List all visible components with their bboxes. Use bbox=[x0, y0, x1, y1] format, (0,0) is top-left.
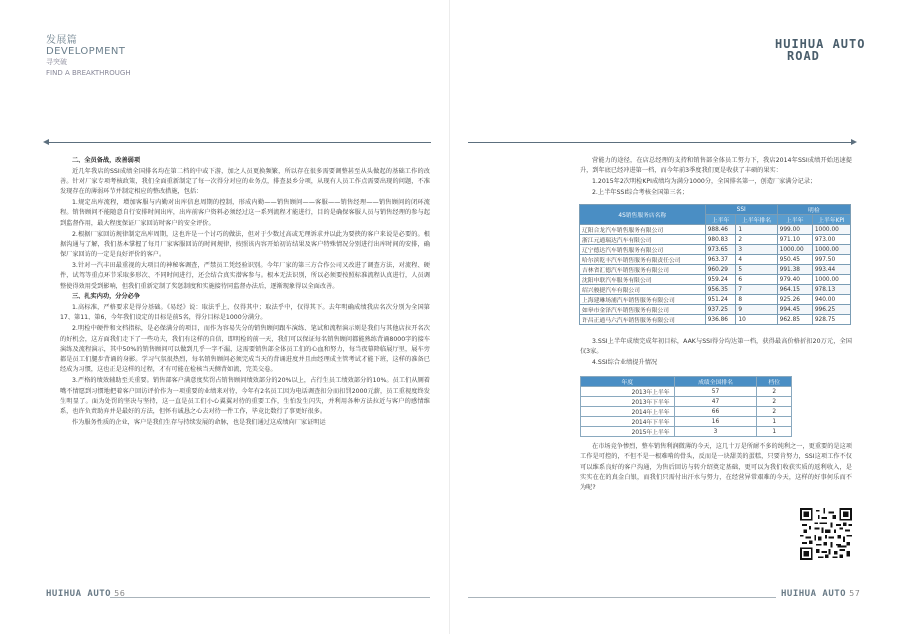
table-cell-ssi: 956.35 bbox=[705, 285, 736, 295]
left-divider bbox=[46, 142, 431, 143]
page-number-left: 56 bbox=[114, 589, 126, 598]
table-row bbox=[580, 235, 851, 245]
left-footer bbox=[46, 589, 125, 599]
table-cell-kpi: 1000.00 bbox=[812, 225, 850, 235]
body-paragraph: 1.高标准，严格要求是得分基础。《易经》说：取法乎上，仅得其中；取法乎中，仅得其下。去年明确成绩我店名次分别为全国第17、第11、第6，今年我们设定的目标是前5名，得分目标是1000分满分。 bbox=[60, 304, 430, 322]
table-cell-mj: 964.15 bbox=[777, 285, 812, 295]
section-heading: 二、全员备战，改善弱项 bbox=[72, 157, 141, 164]
table-cell-kpi: 997.50 bbox=[812, 255, 850, 265]
section-title-en: DEVELOPMENT bbox=[46, 45, 126, 57]
table-cell-mj: 1000.00 bbox=[777, 245, 812, 255]
brand-logo bbox=[775, 38, 865, 62]
table-cell-rank: 2 bbox=[736, 235, 777, 245]
table-cell-year: 2013年上半年 bbox=[581, 387, 675, 397]
table-cell-rank: 3 bbox=[674, 427, 757, 437]
table-cell-ssi: 980.83 bbox=[705, 235, 736, 245]
body-paragraph: 4.SSI综合业绩提升情况 bbox=[592, 359, 658, 367]
footer-brand: HUIHUA AUTO bbox=[46, 589, 112, 599]
footer-brand: HUIHUA AUTO bbox=[781, 589, 847, 599]
table-cell-rank: 10 bbox=[736, 315, 777, 325]
table-cell-ssi: 959.24 bbox=[705, 275, 736, 285]
table-row bbox=[581, 387, 792, 397]
table-header-ssi: SSI bbox=[705, 205, 777, 215]
right-closing-text bbox=[580, 442, 852, 494]
qr-code-icon bbox=[800, 508, 852, 560]
right-footer-line bbox=[468, 597, 776, 598]
table-subheader: 上半年 bbox=[777, 215, 812, 225]
table-row bbox=[580, 275, 851, 285]
table-cell-name: 哈尔滨乾丰汽车销售服务有限责任公司 bbox=[580, 255, 706, 265]
table-cell-kpi: 996.25 bbox=[812, 305, 850, 315]
table-cell-rank: 66 bbox=[674, 407, 757, 417]
closing-paragraph: 在市场竞争惨烈，整车销售利润微薄的今天，这几十万是所耐不多的纯利之一，更重要的是这项工作是可控的，不但不是一根难啃的骨头，反而是一块甜美的蛋糕，只要肯努力，SSI这项工作不仅可以维系良好的客户沟通，为售后回访与转介绍奠定基础，更可以为我们收获实质的返利收入，是实实在在的真金白银，而我们只需付出汗水与努力，在经营异常艰难的今天，这样的好事何乐而不为呢? bbox=[580, 443, 852, 492]
table-cell-rank: 57 bbox=[674, 387, 757, 397]
table-cell-ssi: 936.86 bbox=[705, 315, 736, 325]
table-cell-name: 辽阳合龙汽车销售服务有限公司 bbox=[580, 225, 706, 235]
table-cell-year: 2014年下半年 bbox=[581, 417, 675, 427]
right-arrow-icon bbox=[851, 139, 857, 145]
table-cell-rank: 6 bbox=[736, 275, 777, 285]
body-paragraph: 作为服务性质的企业，客户是我们生存与持续发展的命脉，也是我们通过这成绩向厂家证明运 bbox=[72, 418, 326, 426]
table-cell-kpi: 978.13 bbox=[812, 285, 850, 295]
body-paragraph: 3.SSI上半年成绩完成年初目标，AAK与SSI得分均达第一档，获得最高价格折扣20万元，全国仅3家。 bbox=[580, 338, 852, 356]
table-cell-ssi: 963.37 bbox=[705, 255, 736, 265]
table-cell-kpi: 928.75 bbox=[812, 315, 850, 325]
section-subtitle-cn: 寻突破 bbox=[46, 58, 67, 66]
table-row bbox=[580, 315, 851, 325]
table-cell-mj: 999.00 bbox=[777, 225, 812, 235]
table-cell-name: 浙江元通瑞达汽车有限公司 bbox=[580, 235, 706, 245]
table-row bbox=[581, 417, 792, 427]
table-cell-tier: 2 bbox=[757, 397, 792, 407]
table-row bbox=[581, 407, 792, 417]
table-cell-kpi: 940.00 bbox=[812, 295, 850, 305]
table-cell-mj: 979.40 bbox=[777, 275, 812, 285]
table-cell-name: 如皋市金泽汽车销售服务有限公司 bbox=[580, 305, 706, 315]
table-cell-tier: 1 bbox=[757, 417, 792, 427]
body-paragraph: 近几年我店的SSI成绩全国排名均在第二档的中或下游，加之人员更换频繁，所以存在很多需要调整甚至从头做起的基础工作的改善。针对厂家专项考核政策，我们全面重新制定了每一次得分对应的业务点，排查县乡分项，从现有人员工作点需要出现的问题，不准发现存在的薄弱环节并制定相应的整改措施，包括： bbox=[60, 167, 430, 196]
table-cell-mj: 991.38 bbox=[777, 265, 812, 275]
table-cell-name: 辽宁德达汽车销售服务有限公司 bbox=[580, 245, 706, 255]
table-row bbox=[580, 245, 851, 255]
body-paragraph: 营能力的途径，在店总经理的支持和销售部全体员工努力下，我店2014年SSI成绩开始迅速提升，到年底已经冲进第一档，而今年前3季度我们更是收获了丰硕的果实： bbox=[580, 157, 852, 175]
table-cell-rank: 8 bbox=[736, 295, 777, 305]
body-paragraph: 3.针对一汽丰田最重视的大项目的神秘客调查，严禁员工凭经验识别。今年厂家的第三方合作公司又改进了调查方法，对流程、硬件，试驾等重点环节采取多形次、不同时间进行，还会结合真实潜客参与。根本无法识别，所以必须要按照标准流程认真进行，人员调整使得效用受到影响，但我们重新定制了奖惩制度和实施接待同监督办法后，逐渐现象得以全面改善。 bbox=[60, 261, 430, 290]
table-cell-tier: 2 bbox=[757, 407, 792, 417]
table-row bbox=[580, 305, 851, 315]
table-subheader: 上半年KPI bbox=[812, 215, 850, 225]
table-cell-ssi: 988.46 bbox=[705, 225, 736, 235]
body-paragraph: 1.2015年2次明检KPI成绩均为满分1000分，全国排名第一，创造厂家满分记录； bbox=[592, 178, 817, 186]
body-paragraph: 2.根据厂家回访规律制定出库周期，这也许是一个讨巧的做法，但对于少数过高或无理诉求并以此为要挟的客户来说是必要的。根据沟通与了解，我们基本掌握了每月厂家客服回访的时间规律，按照该内容开始初访结果及客户特殊情况分别进行出库时间的安排，确保厂家回访的一定是良好评价的客户。 bbox=[60, 230, 430, 259]
table-cell-mj: 925.26 bbox=[777, 295, 812, 305]
table2-header-rank: 成绩全国排名 bbox=[674, 377, 757, 387]
table-cell-rank: 9 bbox=[736, 305, 777, 315]
table-row bbox=[580, 285, 851, 295]
body-paragraph: 2.明检中硬件和文档指标，是必保满分的项目，而作为容易失分的销售顾问跟车演练、笔试和流程演示则是我们与其他店拉开名次的好机会，这方面我们走下了一些功夫，我们有这样的自信，即明检的前一天，我们可以保证每名销售顾问都能熟练背诵8000字的接车演练及流程演示，其中50%的销售顾问可以做到几乎一字不漏，这需要销售部全体员工们的心血和努力，每当夜幕降临展厅里，展车旁都是员工们腿步背诵的身影。学习气氛很热烈，每名销售顾问必须完成当天的背诵进度并且由经理成主管考试才能下班，这样的准备已经成为习惯，这也正是这样的过程，才有可能在检核当天侧背如流，完美交卷。 bbox=[60, 325, 430, 374]
table-cell-ssi: 951.24 bbox=[705, 295, 736, 305]
table-row bbox=[580, 265, 851, 275]
table-subheader: 上半年 bbox=[705, 215, 736, 225]
section-title-cn: 发展篇 bbox=[46, 35, 78, 46]
table2-header-year: 年度 bbox=[581, 377, 675, 387]
table-cell-mj: 950.45 bbox=[777, 255, 812, 265]
table-cell-rank: 4 bbox=[736, 255, 777, 265]
table-cell-year: 2014年上半年 bbox=[581, 407, 675, 417]
right-mid-text bbox=[580, 337, 852, 369]
table-cell-ssi: 973.65 bbox=[705, 245, 736, 255]
table-cell-ssi: 937.25 bbox=[705, 305, 736, 315]
table-cell-name: 上海建琳场浦汽车销售服务有限公司 bbox=[580, 295, 706, 305]
page-number-right: 57 bbox=[849, 589, 861, 598]
table-cell-rank: 5 bbox=[736, 265, 777, 275]
body-paragraph: 3.严格的绩效辅助至关重要。销售部客户满意度奖罚占销售顾问绩效部分的20%以上，占行生员工绩效部分的10%。员工们从厕着嘴不情愿到习惯地把着客户回访评价作为一项重要的业绩来对待，今年有2名员工因为电话调查扣分而扣罚2000元薪，员工重视度终发生明显了。面为处罚的坚决与坚持，这一直是员工们小心翼翼对待的重要工作，生怕发生闪失，并利用各种方法拉近与客户的感情维系，也许负责助弃并是最好的方法，但怀有诚恳之心去对待一件工作，毕竟比数行了事更好很多。 bbox=[60, 377, 430, 416]
table-cell-rank: 16 bbox=[674, 417, 757, 427]
body-paragraph: 1.规定出库流程，增加客服与内勤对出库信息周期的控制，形成内勤——销售顾问——客服——销售经理——销售顾问的闭环流程。销售顾问不能随意自行安排时间出库，出库前客户资料必须经过这一系列流程才能进行，目的是确保客服人员与销售经理的参与起到监督作用，最大程度保证厂家回访时客户的安全评价。 bbox=[60, 199, 430, 227]
table-header-mingjian: 明检 bbox=[777, 205, 850, 215]
table-cell-kpi: 1000.00 bbox=[812, 245, 850, 255]
page-spine bbox=[449, 0, 450, 634]
table-cell-mj: 994.45 bbox=[777, 305, 812, 315]
table-header-store: 4S销售服务店名称 bbox=[580, 205, 706, 225]
left-arrow-icon bbox=[43, 139, 49, 145]
table-cell-year: 2013年下半年 bbox=[581, 397, 675, 407]
table-cell-name: 沈阳申联汽车服务有限公司 bbox=[580, 275, 706, 285]
table-cell-rank: 47 bbox=[674, 397, 757, 407]
table-cell-year: 2015年上半年 bbox=[581, 427, 675, 437]
table-subheader: 上半年排名 bbox=[736, 215, 777, 225]
right-divider bbox=[468, 142, 854, 143]
table-cell-rank: 7 bbox=[736, 285, 777, 295]
table-cell-ssi: 960.29 bbox=[705, 265, 736, 275]
body-paragraph: 2.上半年SSI综合考核全国第三名； bbox=[592, 188, 689, 196]
table-row bbox=[580, 295, 851, 305]
left-footer-line bbox=[110, 597, 430, 598]
table-cell-mj: 962.85 bbox=[777, 315, 812, 325]
ssi-ranking-table bbox=[579, 204, 851, 325]
ssi-progress-table bbox=[580, 376, 792, 437]
table-cell-mj: 971.10 bbox=[777, 235, 812, 245]
table-cell-tier: 2 bbox=[757, 387, 792, 397]
table-cell-tier: 1 bbox=[757, 427, 792, 437]
section-heading: 三、扎实内功，分分必争 bbox=[72, 293, 141, 301]
table-cell-name: 许昌正通马六汽车销售服务有限公司 bbox=[580, 315, 706, 325]
table-row bbox=[581, 427, 792, 437]
table-cell-kpi: 993.44 bbox=[812, 265, 850, 275]
section-subtitle-en: FIND A BREAKTHROUGH bbox=[46, 68, 131, 77]
table-row bbox=[580, 255, 851, 265]
right-intro-text bbox=[580, 156, 852, 199]
table-cell-kpi: 1000.00 bbox=[812, 275, 850, 285]
brand-logo-line1: HUIHUA AUTO bbox=[775, 37, 866, 51]
table-cell-rank: 3 bbox=[736, 245, 777, 255]
table-cell-kpi: 973.00 bbox=[812, 235, 850, 245]
table2-header-tier: 档位 bbox=[757, 377, 792, 387]
table-cell-rank: 1 bbox=[736, 225, 777, 235]
section-header bbox=[46, 36, 131, 78]
table-cell-name: 绍兴骏捷汽车有限公司 bbox=[580, 285, 706, 295]
table-cell-name: 吉林省汇德汽车销售服务有限公司 bbox=[580, 265, 706, 275]
right-footer bbox=[781, 589, 860, 599]
table-row bbox=[581, 397, 792, 407]
table-row bbox=[580, 225, 851, 235]
brand-logo-line2: ROAD bbox=[787, 49, 820, 63]
left-text-column bbox=[60, 156, 430, 429]
